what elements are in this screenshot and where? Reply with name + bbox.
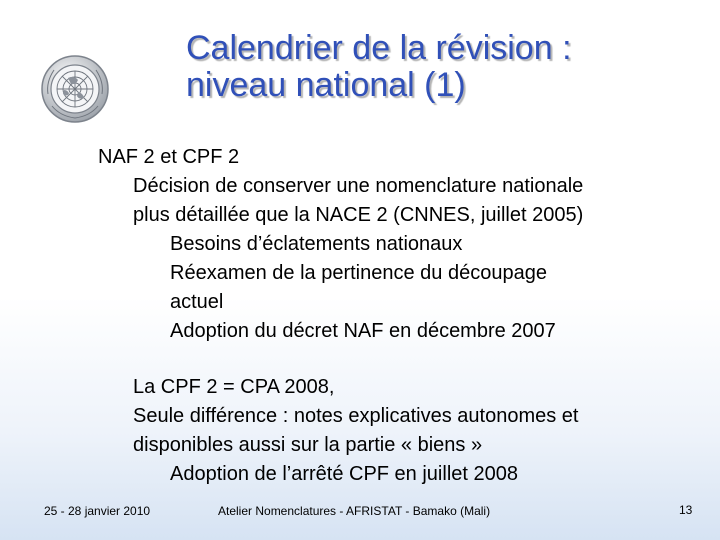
body-line-6: actuel <box>170 291 224 313</box>
page-number: 13 <box>679 503 693 517</box>
body-line-11: Adoption de l’arrêté CPF en juillet 2008 <box>170 463 518 485</box>
body-line-10: disponibles aussi sur la partie « biens » <box>133 434 483 456</box>
footer-event: Atelier Nomenclatures - AFRISTAT - Bamako (Mali) <box>218 504 491 518</box>
body-line-4: Besoins d’éclatements nationaux <box>170 233 463 255</box>
slide-title-line-1: Calendrier de la révision : <box>186 29 572 67</box>
body-line-8: La CPF 2 = CPA 2008, <box>133 376 335 398</box>
body-line-2: Décision de conserver une nomenclature nationale <box>133 175 584 197</box>
body-line-5: Réexamen de la pertinence du découpage <box>170 262 547 284</box>
footer-date: 25 - 28 janvier 2010 <box>44 504 151 518</box>
slide-title-line-2: niveau national (1) <box>186 66 466 104</box>
body-line-1: NAF 2 et CPF 2 <box>98 146 240 168</box>
body-line-3: plus détaillée que la NACE 2 (CNNES, juillet 2005) <box>133 204 584 226</box>
body-line-9: Seule différence : notes explicatives autonomes et <box>133 405 579 427</box>
body-line-7: Adoption du décret NAF en décembre 2007 <box>170 320 556 342</box>
